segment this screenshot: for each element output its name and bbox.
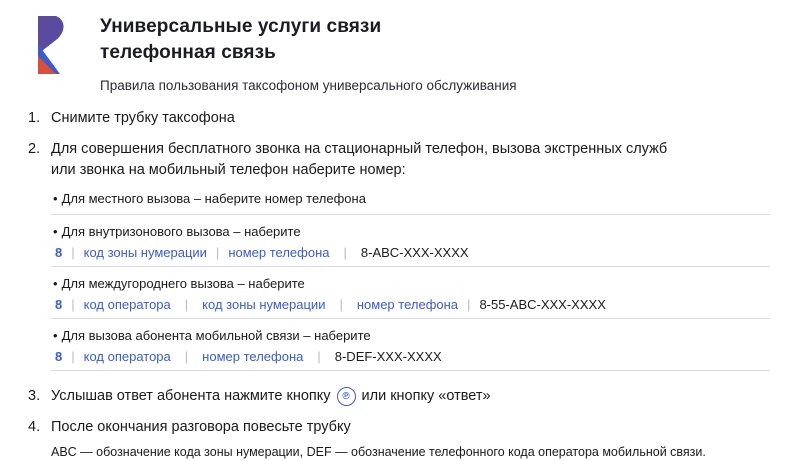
- phone-number-label: номер телефона: [228, 245, 330, 260]
- rostelecom-logo: [26, 14, 80, 76]
- operator-code-label: код оператора: [83, 297, 171, 312]
- phone-number-label: номер телефона: [202, 349, 304, 364]
- call-type-local-label-row: [51, 189, 770, 208]
- call-type-mobile-label: Для вызова абонента мобильной связи – наберите: [61, 328, 371, 343]
- longdistance-number-pattern: 8-55-ABC-XXX-XXXX: [479, 297, 606, 312]
- instruction-steps: [0, 108, 796, 461]
- separator: |: [317, 349, 321, 364]
- separator: |: [215, 245, 220, 260]
- step-2: [26, 139, 770, 378]
- step-4-text: После окончания разговора повесьте трубку: [51, 419, 351, 435]
- step-1-text: Снимите трубку таксофона: [51, 110, 235, 126]
- step-3-text-after: или кнопку «ответ»: [361, 388, 491, 404]
- call-type-longdistance-label: Для междугороднего вызова – наберите: [61, 276, 305, 291]
- page-title-line1: Универсальные услуги связи: [100, 16, 382, 37]
- separator: |: [467, 297, 471, 312]
- document-header: [0, 0, 796, 94]
- step-3-text-before: Услышав ответ абонента нажмите кнопку: [51, 388, 331, 404]
- separator: |: [184, 349, 189, 364]
- separator: |: [339, 297, 343, 312]
- step-2-body: [51, 139, 770, 378]
- step-1-number: 1.: [28, 110, 41, 126]
- call-type-longdistance-format: [51, 297, 770, 312]
- step-4: [26, 417, 770, 461]
- mobile-number-pattern: 8-DEF-XXX-XXXX: [334, 349, 442, 364]
- call-type-mobile-format: [51, 349, 770, 364]
- page-subtitle: Правила пользования таксофоном универсального обслуживания: [100, 78, 517, 93]
- step-1-body: [51, 108, 770, 129]
- step-2-number: 2.: [28, 141, 41, 157]
- zone-code-label: код зоны нумерации: [83, 245, 207, 260]
- step-4-number: 4.: [28, 419, 41, 435]
- bullet-icon: •: [53, 224, 58, 239]
- step-3-text-row: [51, 386, 770, 407]
- call-type-list: [51, 189, 770, 371]
- zone-code-label: код зоны нумерации: [202, 297, 326, 312]
- step-3-number: 3.: [28, 388, 41, 404]
- header-text-block: [100, 12, 517, 94]
- operator-code-label: код оператора: [83, 349, 171, 364]
- call-type-local-label: Для местного вызова – наберите номер телефона: [61, 191, 366, 206]
- separator: |: [343, 245, 347, 260]
- separator: |: [71, 245, 75, 260]
- separator: |: [71, 349, 75, 364]
- bullet-icon: •: [53, 276, 58, 291]
- bullet-icon: •: [53, 328, 58, 343]
- step-3-body: [51, 386, 770, 407]
- call-type-zonal: [51, 222, 770, 267]
- zonal-number-pattern: 8-ABC-XXX-XXXX: [360, 245, 469, 260]
- separator: |: [184, 297, 189, 312]
- answer-button-icon: ℗: [337, 387, 356, 406]
- separator: |: [71, 297, 75, 312]
- call-type-longdistance: [51, 274, 770, 319]
- step-2-text-line1: Для совершения бесплатного звонка на стационарный телефон, вызова экстренных служб: [51, 141, 668, 157]
- abbreviation-note: ABC — обозначение кода зоны нумерации, DEF — обозначение телефонного кода оператора мобильной связи.: [51, 445, 706, 459]
- page-title-line2: телефонная связь: [100, 42, 276, 63]
- dial-prefix: 8: [55, 349, 63, 364]
- phone-number-label: номер телефона: [356, 297, 459, 312]
- call-type-zonal-label-row: [51, 222, 770, 241]
- call-type-mobile: [51, 326, 770, 371]
- call-type-mobile-label-row: [51, 326, 770, 345]
- step-3: [26, 386, 770, 407]
- dial-prefix: 8: [55, 245, 63, 260]
- call-type-local: [51, 189, 770, 215]
- call-type-zonal-label: Для внутризонового вызова – наберите: [61, 224, 301, 239]
- step-1: [26, 108, 770, 129]
- call-type-zonal-format: [51, 245, 770, 260]
- dial-prefix: 8: [55, 297, 63, 312]
- bullet-icon: •: [53, 191, 58, 206]
- step-4-body: [51, 417, 770, 461]
- call-type-longdistance-label-row: [51, 274, 770, 293]
- step-2-text-line2: или звонка на мобильный телефон наберите номер:: [51, 162, 406, 178]
